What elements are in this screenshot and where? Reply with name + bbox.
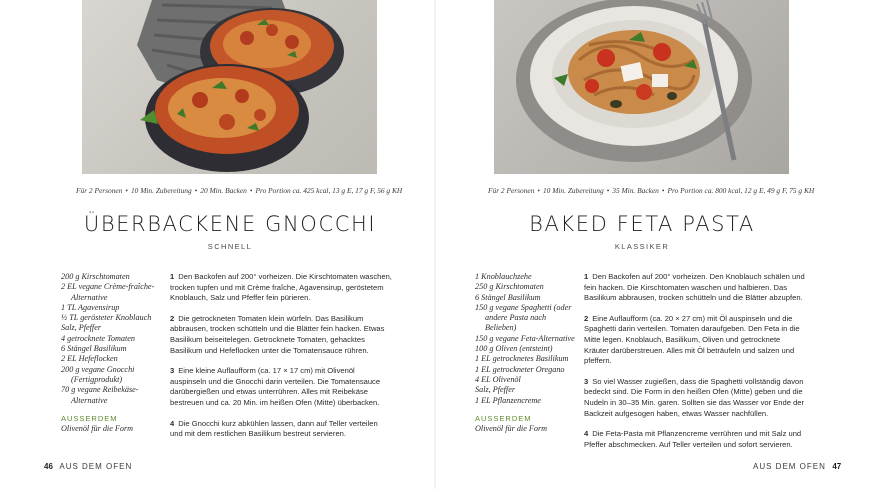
ingredient-item: 6 Stängel Basilikum xyxy=(61,344,127,354)
step-3: 3 So viel Wasser zugießen, dass die Spaghetti vollständig davon bedeckt sind. Die Form in den heißen Ofen (Mitte) geben und die Nudeln in 30–35 Min. garen. Sollten sie das Wasser vor Ende der Backzeit aufgesogen haben, etwas Wasser nachfüllen. xyxy=(584,376,805,418)
feta-pasta-photo xyxy=(494,0,789,174)
recipe-meta-right: Für 2 Personen • 10 Min. Zubereitung • 35 Min. Backen • Pro Portion ca. 800 kcal, 12 g E, 49 g F, 75 g KH xyxy=(488,186,815,195)
recipe-meta-left: Für 2 Personen • 10 Min. Zubereitung • 20 Min. Backen • Pro Portion ca. 425 kcal, 13 g E, 17 g F, 56 g KH xyxy=(76,186,403,195)
recipe-title-right: BAKED FETA PASTA xyxy=(529,212,755,236)
ingredient-item: 2 EL vegane Crème-fraîche- Alternative xyxy=(61,282,155,302)
ingredient-item: 4 EL Olivenöl xyxy=(475,374,521,384)
nutrition: Pro Portion ca. 425 kcal, 13 g E, 17 g F, 56 g KH xyxy=(255,186,403,195)
footer-right xyxy=(753,462,841,471)
gnocchi-photo xyxy=(82,0,377,174)
recipe-subtitle-right: KLASSIKER xyxy=(614,242,670,251)
extra-item: Olivenöl für die Form xyxy=(61,424,134,434)
step-1: 1 Den Backofen auf 200° vorheizen. Den Knoblauch schälen und fein hacken. Die Kirschtomaten waschen und halbieren. Das Basilikum abbrausen, trocken schütteln und die Blätter abzupfen. xyxy=(584,272,805,303)
page-number-right: 47 xyxy=(832,462,842,471)
extra-item: Olivenöl für die Form xyxy=(475,424,548,434)
prep-time: 10 Min. Zubereitung xyxy=(130,186,192,195)
ingredient-item: 150 g vegane Feta-Alternative xyxy=(475,333,575,343)
extra-heading-left: AUSSERDEM xyxy=(61,413,118,423)
ingredient-item: 200 g Kirschtomaten xyxy=(61,272,130,281)
ingredient-item: 1 TL Agavensirup xyxy=(61,302,120,312)
ingredient-list-right xyxy=(475,272,579,434)
ingredient-item: Salz, Pfeffer xyxy=(61,323,102,333)
page-number-left: 46 xyxy=(44,462,53,471)
ingredient-item: 6 Stängel Basilikum xyxy=(475,292,541,302)
recipe-subtitle-left: SCHNELL xyxy=(207,242,253,251)
running-head-left: AUS DEM OFEN xyxy=(59,462,133,471)
bake-time: 20 Min. Backen xyxy=(200,186,247,195)
running-head-right: AUS DEM OFEN xyxy=(753,462,826,471)
servings: Für 2 Personen xyxy=(76,186,123,195)
ingredient-item: 150 g vegane Spaghetti (oder andere Pasta nach Belieben) xyxy=(475,302,572,333)
ingredient-item: Salz, Pfeffer xyxy=(475,385,516,395)
ingredient-item: 1 EL Pflanzencreme xyxy=(475,395,541,405)
ingredient-item: 200 g vegane Gnocchi (Fertigprodukt) xyxy=(61,364,135,384)
servings: Für 2 Personen xyxy=(488,186,535,195)
ingredient-item: 2 EL Hefeflocken xyxy=(61,354,118,364)
ingredient-item: 1 EL getrocknetes Basilikum xyxy=(475,354,569,364)
bake-time: 35 Min. Backen xyxy=(612,186,659,195)
step-3: 3 Eine kleine Auflaufform (ca. 17 × 17 cm) mit Olivenöl auspinseln und die Gnocchi darin verteilen. Die Tomatensauce darübergießen und etwas unterrühren. Alles mit Reibekäse bestreuen und ca. 20 Min. im heißen Ofen (Mitte) überbacken. xyxy=(170,366,381,407)
book-gutter xyxy=(434,0,436,489)
step-1: 1 Den Backofen auf 200° vorheizen. Die Kirschtomaten waschen, trocken tupfen und mit Crème fraîche, Agavensirup, geröstetem Knoblauch, Salz und Pfeffer fein pürieren. xyxy=(170,272,392,303)
steps-left xyxy=(170,272,392,450)
ingredient-list-left xyxy=(61,272,161,434)
step-2: 2 Eine Auflaufform (ca. 20 × 27 cm) mit Öl auspinseln und die Spaghetti darin verteilen. Tomaten daraufgeben. Den Feta in die Mitte legen. Knoblauch, Basilikum, Oliven und getrocknete Kräuter darüberstreuen. Alles mit Öl beträufeln und salzen und pfeffern. xyxy=(584,313,800,366)
extra-heading-right: AUSSERDEM xyxy=(475,413,532,423)
nutrition: Pro Portion ca. 800 kcal, 12 g E, 49 g F, 75 g KH xyxy=(667,186,815,195)
ingredient-item: 4 getrocknete Tomaten xyxy=(61,333,135,343)
recipe-title-left: ÜBERBACKENE GNOCCHI xyxy=(83,212,377,236)
ingredient-item: ½ TL gerösteter Knoblauch xyxy=(61,313,152,323)
ingredient-item: 1 Knoblauchzehe xyxy=(475,272,532,281)
ingredient-item: 250 g Kirschtomaten xyxy=(475,282,544,292)
steps-right xyxy=(584,272,806,460)
step-2: 2 Die getrockneten Tomaten klein würfeln. Das Basilikum abbrausen, trocken schütteln und die Blätter fein hacken. Etwas Basilikum beiseitelegen. Getrocknete Tomaten, gehacktes Basilikum und Hefeflocken unter die Tomatensauce rühren. xyxy=(170,313,385,355)
ingredient-item: 70 g vegane Reibekäse- Alternative xyxy=(61,385,139,405)
step-4: 4 Die Gnocchi kurz abkühlen lassen, dann auf Teller verteilen und mit dem restlichen Basilikum bestreut servieren. xyxy=(170,418,378,439)
ingredient-item: 1 EL getrockneter Oregano xyxy=(475,364,565,374)
footer-left xyxy=(44,462,132,471)
prep-time: 10 Min. Zubereitung xyxy=(542,186,604,195)
step-4: 4 Die Feta-Pasta mit Pflanzencreme verrühren und mit Salz und Pfeffer abschmecken. Auf Teller verteilen und sofort servieren. xyxy=(584,429,802,449)
ingredient-item: 100 g Oliven (entsteint) xyxy=(475,344,553,354)
